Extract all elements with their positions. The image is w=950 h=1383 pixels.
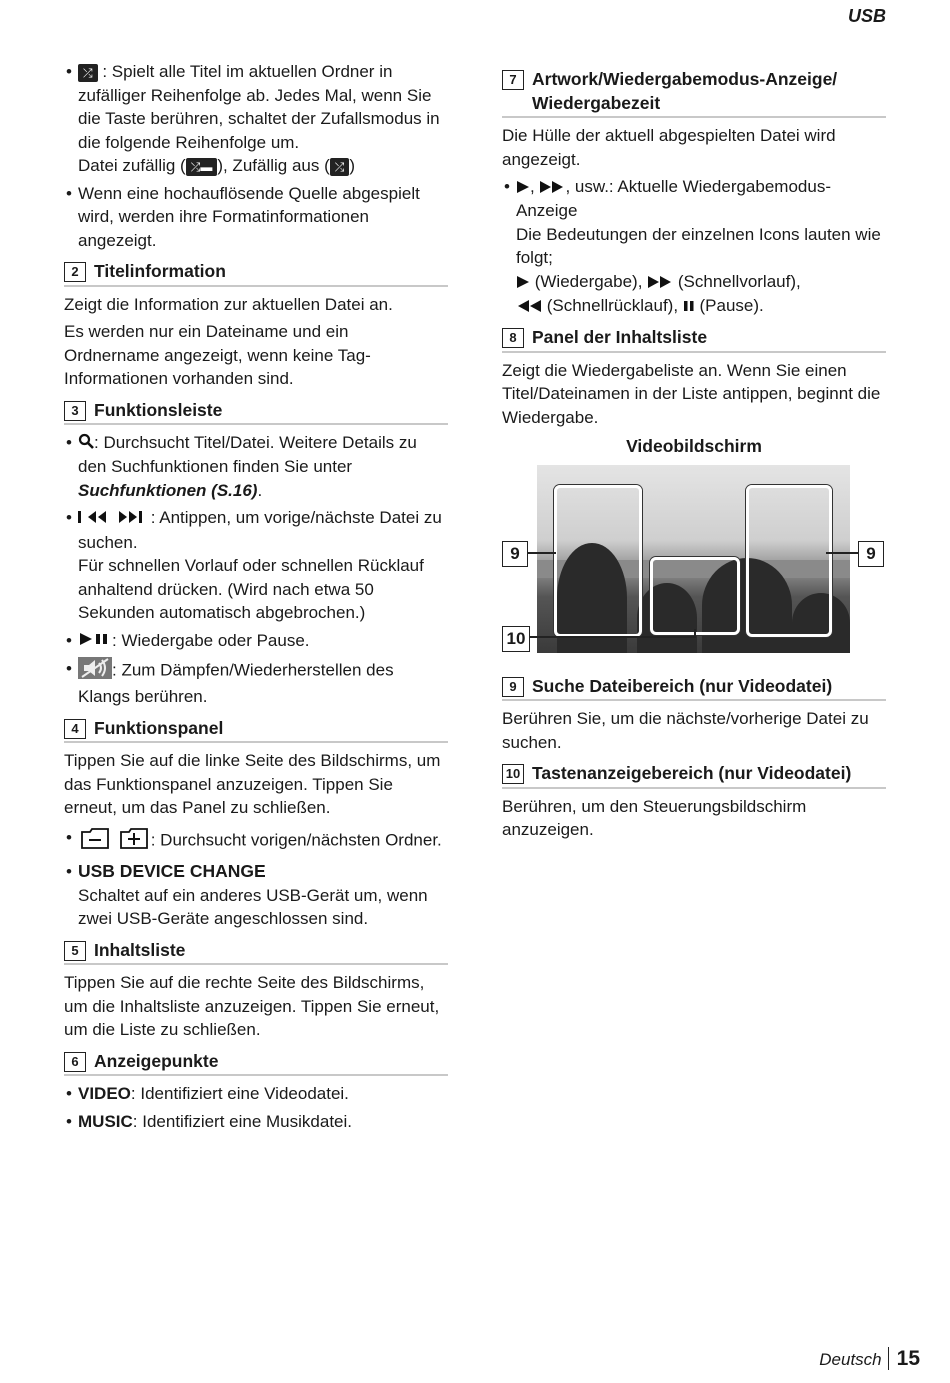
section-9-text-1: Berühren Sie, um die nächste/vorherige Datei zu suchen. bbox=[502, 709, 869, 752]
section-5-text-1: Tippen Sie auf die rechte Seite des Bildschirms, um die Inhaltsliste anzuzeigen. Tippen Sie erneut, um die Liste zu schließen. bbox=[64, 973, 440, 1040]
section-2-heading: 2 Titelinformation bbox=[64, 260, 448, 287]
play-pause-bullet: • : Wiedergabe oder Pause. bbox=[64, 629, 448, 653]
music-bullet: • MUSIC: Identifiziert eine Musikdatei. bbox=[64, 1110, 448, 1134]
search-icon bbox=[78, 432, 94, 456]
section-5-heading: 5 Inhaltsliste bbox=[64, 939, 448, 966]
right-search-zone bbox=[746, 485, 832, 637]
search-bullet: • : Durchsucht Titel/Datei. Weitere Details zu den Suchfunktionen finden Sie unter Suchfunktionen (S.16). bbox=[64, 431, 448, 502]
fast-forward-icon bbox=[539, 176, 565, 200]
shuffle-bullet: • ⤮ : Spielt alle Titel im aktuellen Ordner in zufälliger Reihenfolge ab. Jedes Mal, wenn Sie die Taste berühren, schaltet der Zufallsmodus in die folgende Reihenfolge um. Datei zufällig ( ⤮▬ ), Zufällig aus ( ⤮ ) bbox=[64, 60, 448, 178]
shuffle-icon: ⤮ bbox=[78, 64, 98, 82]
folder-down-icon bbox=[117, 826, 151, 857]
section-4-text-1: Tippen Sie auf die linke Seite des Bildschirms, um das Funktionspanel anzuzeigen. Tippen Sie erneut, um das Panel zu schließen. bbox=[64, 751, 441, 818]
shuffle-off-icon: ⤮ bbox=[330, 158, 350, 176]
label-9-left: 9 bbox=[502, 541, 528, 567]
section-2-text-2: Es werden nur ein Dateiname und ein Ordnername angezeigt, wenn keine Tag-Informationen vorhanden sind. bbox=[64, 322, 371, 388]
play-icon-legend bbox=[516, 271, 530, 295]
usb-change-bullet: • USB DEVICE CHANGE Schaltet auf ein anderes USB-Gerät um, wenn zwei USB-Geräte angeschlossen sind. bbox=[64, 860, 448, 931]
section-8-text-1: Zeigt die Wiedergabeliste an. Wenn Sie einen Titel/Dateinamen in der Liste antippen, beginnt die Wiedergabe. bbox=[502, 360, 881, 427]
next-icon bbox=[117, 507, 151, 531]
hires-bullet: • Wenn eine hochauflösende Quelle abgespielt wird, werden ihre Formatinformationen angezeigt. bbox=[64, 182, 448, 253]
section-3-heading: 3 Funktionsleiste bbox=[64, 399, 448, 426]
mute-bullet: • : Zum Dämpfen/Wiederherstellen des Klangs berühren. bbox=[64, 657, 448, 709]
section-7-text-1: Die Hülle der aktuell abgespielten Datei wird angezeigt. bbox=[502, 126, 836, 169]
page-number: 15 bbox=[888, 1347, 920, 1370]
section-10-text-1: Berühren, um den Steuerungsbildschirm anzuzeigen. bbox=[502, 796, 807, 840]
section-2-text-1: Zeigt die Information zur aktuellen Datei an. bbox=[64, 294, 393, 314]
fast-forward-icon-legend bbox=[647, 271, 673, 295]
section-8-heading: 8 Panel der Inhaltsliste bbox=[502, 326, 886, 353]
rewind-icon-legend bbox=[516, 295, 542, 319]
section-9-heading: 9 Suche Dateibereich (nur Videodatei) bbox=[502, 675, 886, 702]
shuffle-file-icon: ⤮▬ bbox=[186, 158, 218, 176]
label-10: 10 bbox=[502, 626, 530, 652]
previous-icon bbox=[78, 507, 112, 531]
skip-bullet: • : Antippen, um vorige/nächste Datei zu suchen. Für schnellen Vorlauf oder schnellen Rücklauf anhaltend drücken. (Wird nach etwa 50 Sekunden automatisch abgebrochen.) bbox=[64, 506, 448, 624]
label-9-right: 9 bbox=[858, 541, 884, 567]
folder-up-icon bbox=[78, 826, 112, 857]
section-header: USB bbox=[847, 6, 886, 26]
section-10-heading: 10 Tastenanzeigebereich (nur Videodatei) bbox=[502, 762, 886, 789]
left-search-zone bbox=[554, 485, 642, 637]
section-4-heading: 4 Funktionspanel bbox=[64, 717, 448, 744]
pause-icon-legend bbox=[683, 295, 695, 319]
folder-bullet: • : Durchsucht vorigen/nächsten Ordner. bbox=[64, 826, 448, 857]
search-link[interactable]: Suchfunktionen (S.16) bbox=[78, 480, 258, 500]
play-pause-icon bbox=[78, 629, 112, 653]
speaker-mute-icon bbox=[78, 657, 112, 686]
video-screen-figure bbox=[502, 465, 886, 665]
right-column bbox=[502, 60, 886, 846]
video-screen-title: Videobildschirm bbox=[626, 436, 762, 457]
section-7-heading: 7 Artwork/Wiedergabemodus-Anzeige/ Wiedergabezeit bbox=[502, 68, 886, 118]
footer-language: Deutsch bbox=[819, 1350, 882, 1369]
section-6-heading: 6 Anzeigepunkte bbox=[64, 1050, 448, 1077]
play-icon bbox=[516, 176, 530, 200]
left-column bbox=[64, 60, 448, 1137]
play-modes-bullet: • , , usw.: Aktuelle Wiedergabemodus-Anzeige Die Bedeutungen der einzelnen Icons lauten wie folgt; (Wiedergabe), (Schnellvorlauf), (Schnellrücklauf), (Pause). bbox=[502, 175, 886, 318]
page-footer bbox=[819, 1347, 920, 1371]
video-bullet: • VIDEO: Identifiziert eine Videodatei. bbox=[64, 1082, 448, 1106]
key-display-zone bbox=[650, 557, 740, 635]
